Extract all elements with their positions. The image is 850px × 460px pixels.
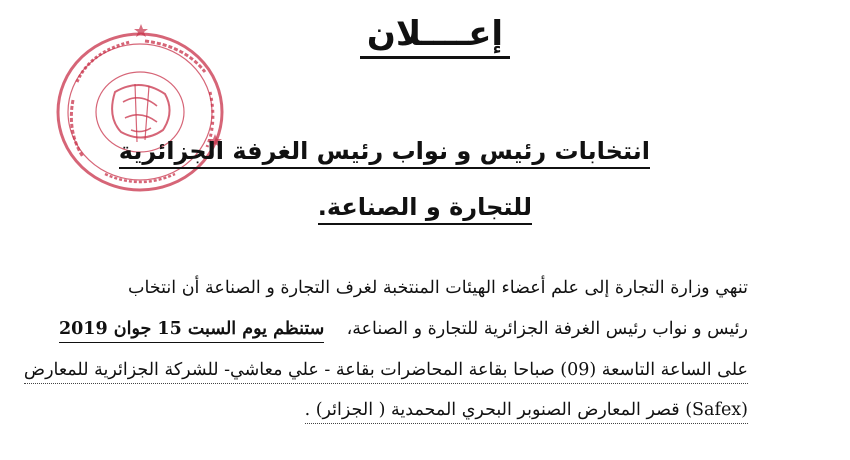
- body-paragraph-line-1: تنهي وزارة التجارة إلى علم أعضاء الهيئات المنتخبة لغرف التجارة و الصناعة أن انتخاب: [128, 278, 748, 298]
- body-paragraph-line-3: [23, 357, 748, 383]
- subject-text-1: انتخابات رئيس و نواب رئيس الغرفة الجزائرية: [119, 137, 650, 169]
- body-paragraph-line-4: [128, 397, 748, 423]
- body-line-4-text: (Safex) قصر المعارض الصنوبر البحري المحمدية ( الجزائر) .: [305, 400, 748, 424]
- official-stamp-icon: [45, 22, 235, 202]
- subject-text-2: للتجارة و الصناعة.: [318, 193, 532, 225]
- subject-line-1: [119, 135, 650, 167]
- page-title: إعــــلان: [360, 12, 510, 59]
- body-line-2-prefix: رئيس و نواب رئيس الغرفة الجزائرية للتجارة و الصناعة،: [346, 319, 748, 339]
- meeting-date-highlight: ستنظم يوم السبت 15 جوان 2019: [59, 319, 324, 343]
- body-paragraph-line-2: [58, 316, 748, 342]
- body-line-3-text: على الساعة التاسعة (09) صباحا بقاعة المحاضرات بقاعة - علي معاشي- للشركة الجزائرية للمعارض: [24, 360, 748, 384]
- subject-line-2: [318, 191, 532, 223]
